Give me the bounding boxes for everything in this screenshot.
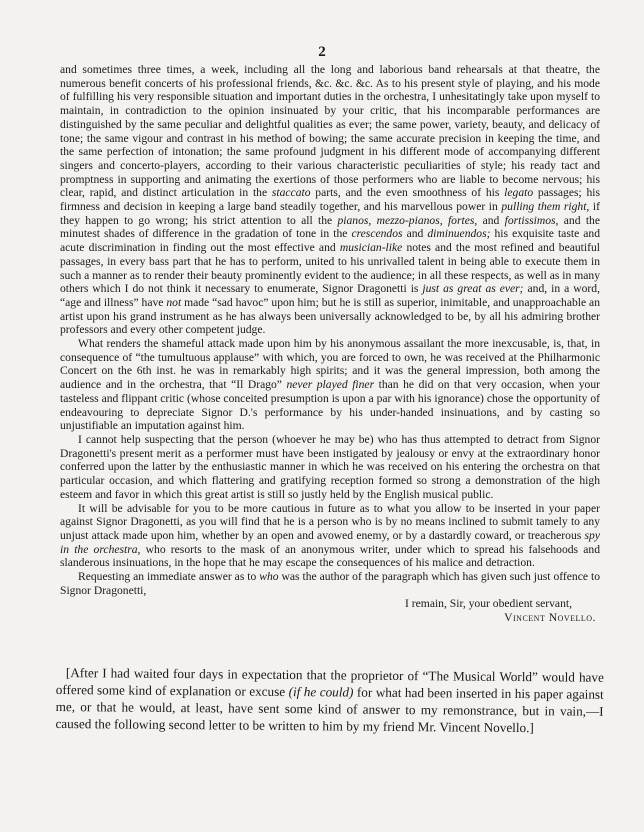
paragraph-4: It will be advisable for you to be more cautious in future as to what you allow to be inserted in your paper against Signor Dragonetti, as you will find that he is a person who is by no means inclined to submit tamely to any unjust attack made upon him, whether by an open and avowed enemy, or by a dastardly coward, or treacherous spy in the orchestra, who resorts to the mask of an anonymous writer, under which to spread his falsehoods and slanderous insinuations, in the hope that he may escape the consequences of his malice and detraction. (60, 501, 600, 570)
page-number: 2 (318, 44, 326, 60)
letter-body (60, 63, 600, 625)
paragraph-2: What renders the shameful attack made upon him by his anonymous assailant the more inexcusable, is, that, in consequence of “the tumultuous applause” with which, you are forced to own, he was received at the Philharmonic Concert on the 6th inst. he was in remarkably high spirits; and it was the general impression, both among the audience and in the orchestra, that “Il Drago” never played finer than he did on that very occasion, when your tasteless and flippant critic (whose conceited presumption is upon a par with his ignorance) chose the opportunity of endeavouring to depreciate Signor D.'s performance by his under-handed insinuations, and by casting so unjustifiable an imputation against him. (60, 337, 600, 433)
editorial-note-text: [After I had waited four days in expectation that the proprietor of “The Musical World” would have offered some kind of explanation or excuse (if he could) for what had been inserted in his paper against me, or that he would, at least, have sent some kind of answer to my remonstrance, but in vain,—I caused the following second letter to be written to him by my friend Mr. Vincent Novello.] (55, 665, 604, 736)
editorial-note (55, 664, 604, 737)
paragraph-3: I cannot help suspecting that the person (whoever he may be) who has thus attempted to detract from Signor Dragonetti's present merit as a performer must have been instigated by jealousy or envy at the extraordinary honor conferred upon the latter by the enthusiastic manner in which he was received on his entering the orchestra on that particular occasion, and which flattering and gratifying reception formed so strong a demonstration of the high esteem and favor in which this great artist is still so justly held by the English musical public. (60, 432, 600, 501)
letter-closing: I remain, Sir, your obedient servant, (405, 597, 572, 611)
letter-signature: Vincent Novello. (504, 611, 596, 625)
paragraph-1: and sometimes three times, a week, including all the long and laborious band rehearsals at that theatre, the numerous benefit concerts of his professional friends, &c. &c. &c. As to his present style of playing, and his mode of fulfilling his very responsible situation and important duties in the orchestra, I unhesitatingly take upon myself to maintain, in contradiction to the opinion insinuated by your critic, that his incomparable performances are distinguished by the same peculiar and delightful qualities as ever; the same power, variety, beauty, and delicacy of tone; the same vigour and contrast in his method of bowing; the same accurate precision in keeping the time, and the same perfection of intonation; the same profound judgment in his different mode of accompanying different singers and concerto-players, according to their various characteristic peculiarities of style; his ready tact and promptness in supporting and animating the exertions of those performers who are liable to become nervous; his clear, rapid, and distinct articulation in the staccato parts, and the even smoothness of his legato passages; his firmness and decision in keeping a large band steadily together, and his marvellous power in pulling them right, if they happen to go wrong; his strict attention to all the pianos, mezzo-pianos, fortes, and fortissimos, and the minutest shades of difference in the gradation of tone in the crescendos and diminuendos; his exquisite taste and acute discrimination in finding out the most effective and musician-like notes and the most refined and beautiful passages, in every bass part that he has to perform, united to his unrivalled talent in being able to execute them in such a manner as to render their beauty prominently evident to the audience; in all these respects, as well as in many others which I do not think it necessary to enumerate, Signor Dragonetti is just as great as ever; and, in a word, “age and illness” have not made “sad havoc” upon him; but he is still as superior, inimitable, and unapproachable an artist upon his grand instrument as he has always been universally acknowledged to be, by all his admiring brother professors and every other competent judge. (60, 63, 600, 337)
paragraph-5: Requesting an immediate answer as to who was the author of the paragraph which has given such just offence to Signor Dragonetti, (60, 570, 600, 597)
